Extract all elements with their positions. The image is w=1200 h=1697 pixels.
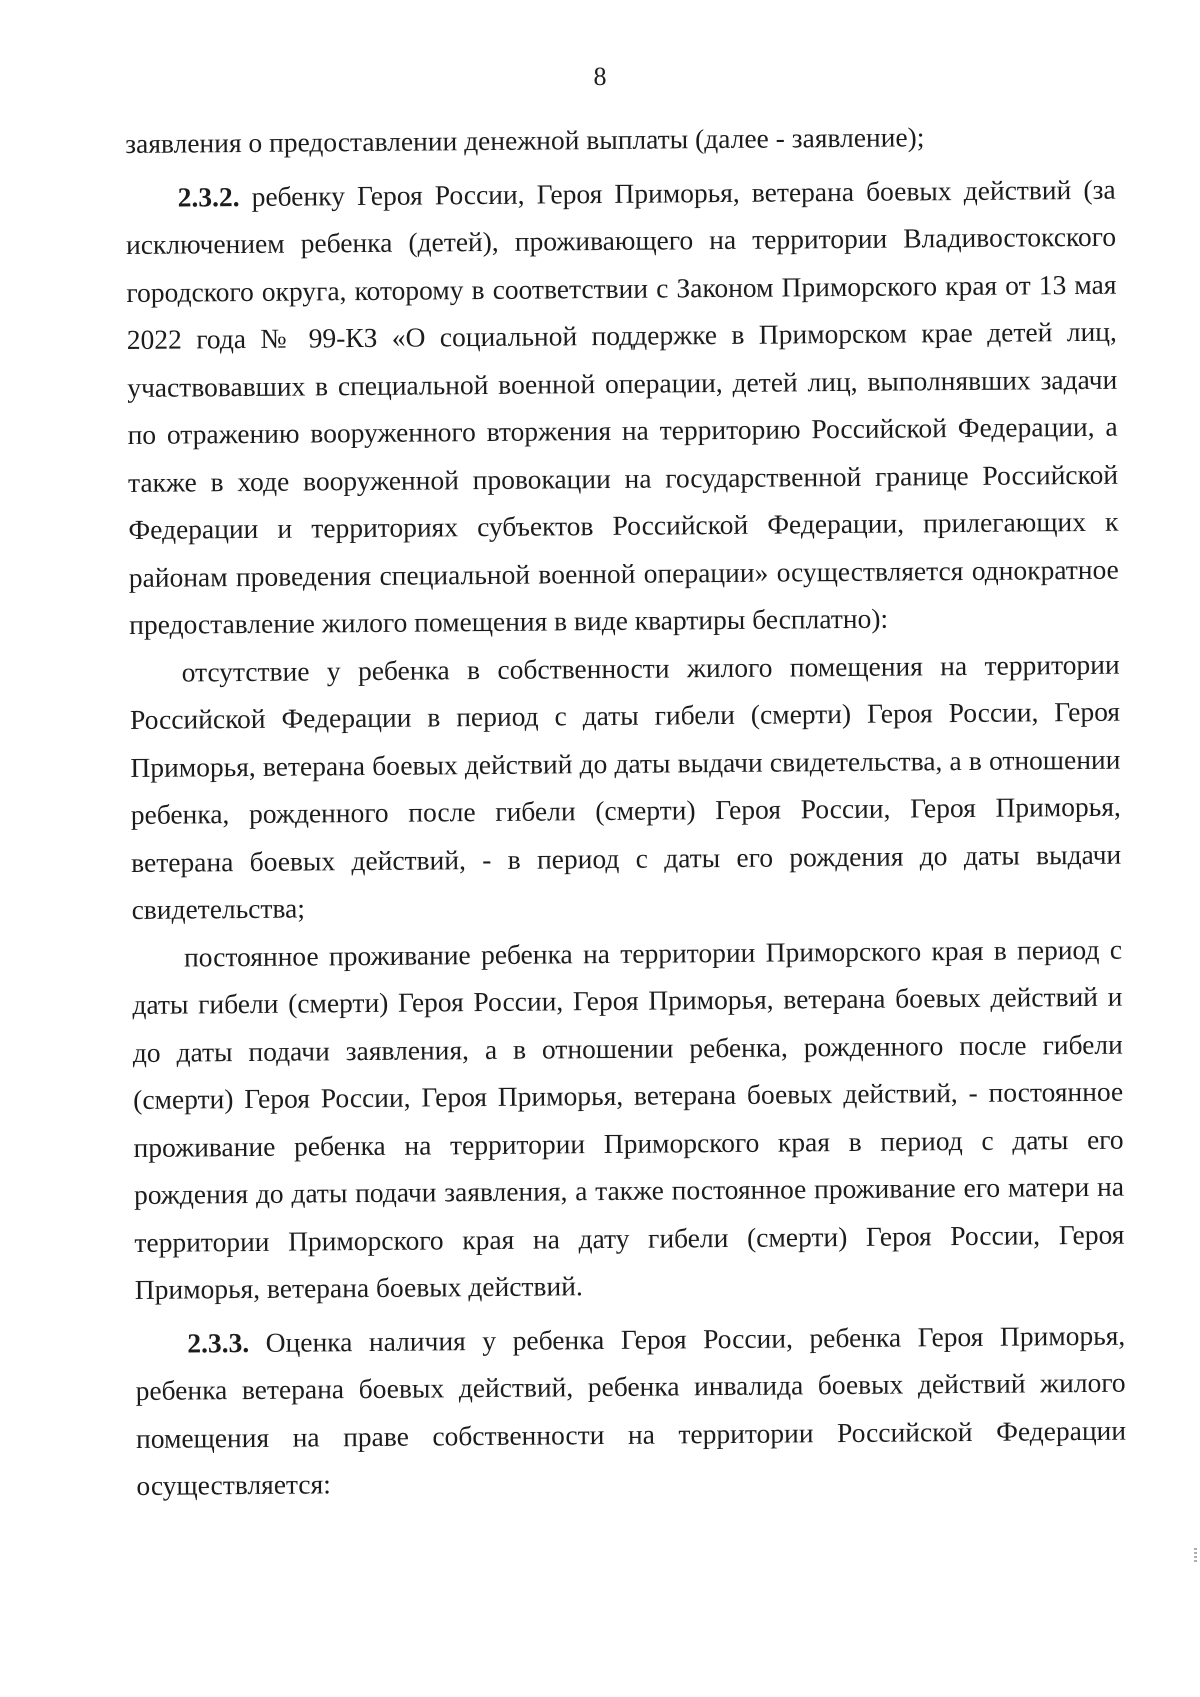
paragraph-text: Оценка наличия у ребенка Героя России, ребенка Героя Приморья, ребенка ветерана боевых действий, ребенка инвалида боевых действий жилого помещения на праве собственности на территории Российской Федерации осуществляется:: [135, 1319, 1127, 1501]
paragraph-2-3-2: [125, 165, 1119, 648]
paragraph-continuation: [125, 112, 1115, 168]
paragraph-text: постоянное проживание ребенка на территории Приморского края в период с даты гибели (смерти) Героя России, Героя Приморья, ветерана боевых действий и до даты подачи заявления, а в отношении ребенка, рожденного после гибели (смерти) Героя России, Героя Приморья, ветерана боевых действий, - постоянное проживание ребенка на территории Приморского края в период с даты его рождения до даты подачи заявления, а также постоянное проживание его матери на территории Приморского края на дату гибели (смерти) Героя России, Героя Приморья, ветерана боевых действий.: [132, 933, 1125, 1305]
paragraph-text: отсутствие у ребенка в собственности жилого помещения на территории Российской Федерации в период с даты гибели (смерти) Героя России, Героя Приморья, ветерана боевых действий до даты выдачи свидетельства, а в отношении ребенка, рожденного после гибели (смерти) Героя России, Героя Приморья, ветерана боевых действий, - в период с даты его рождения до даты выдачи свидетельства;: [129, 648, 1122, 925]
scan-artifact: [1194, 1548, 1197, 1562]
clause-number: 2.3.2.: [177, 180, 240, 213]
paragraph-condition-residence: [132, 925, 1125, 1313]
paragraph-text: ребенку Героя России, Героя Приморья, ветерана боевых действий (за исключением ребенка (детей), проживающего на территории Владивостокского городского округа, которому в соответствии с Законом Приморского края от 13 мая 2022 года № 99-КЗ «О социальной поддержке в Приморском крае детей лиц, участвовавших в специальной военной операции, детей лиц, выполнявших задачи по отражению вооруженного вторжения на территорию Российской Федерации, а также в ходе вооруженной провокации на государственной границе Российской Федерации и территориях субъектов Российской Федерации, прилегающих к районам проведения специальной военной операции» осуществляется однократное предоставление жилого помещения в виде квартиры бесплатно):: [125, 173, 1119, 640]
paragraph-2-3-3: [135, 1311, 1127, 1509]
paragraph-text: заявления о предоставлении денежной выплаты (далее - заявление);: [125, 121, 925, 159]
paragraph-condition-ownership: [129, 640, 1121, 933]
document-body: [125, 112, 1127, 1510]
clause-number: 2.3.3.: [187, 1326, 250, 1359]
page-number: 8: [593, 62, 607, 91]
